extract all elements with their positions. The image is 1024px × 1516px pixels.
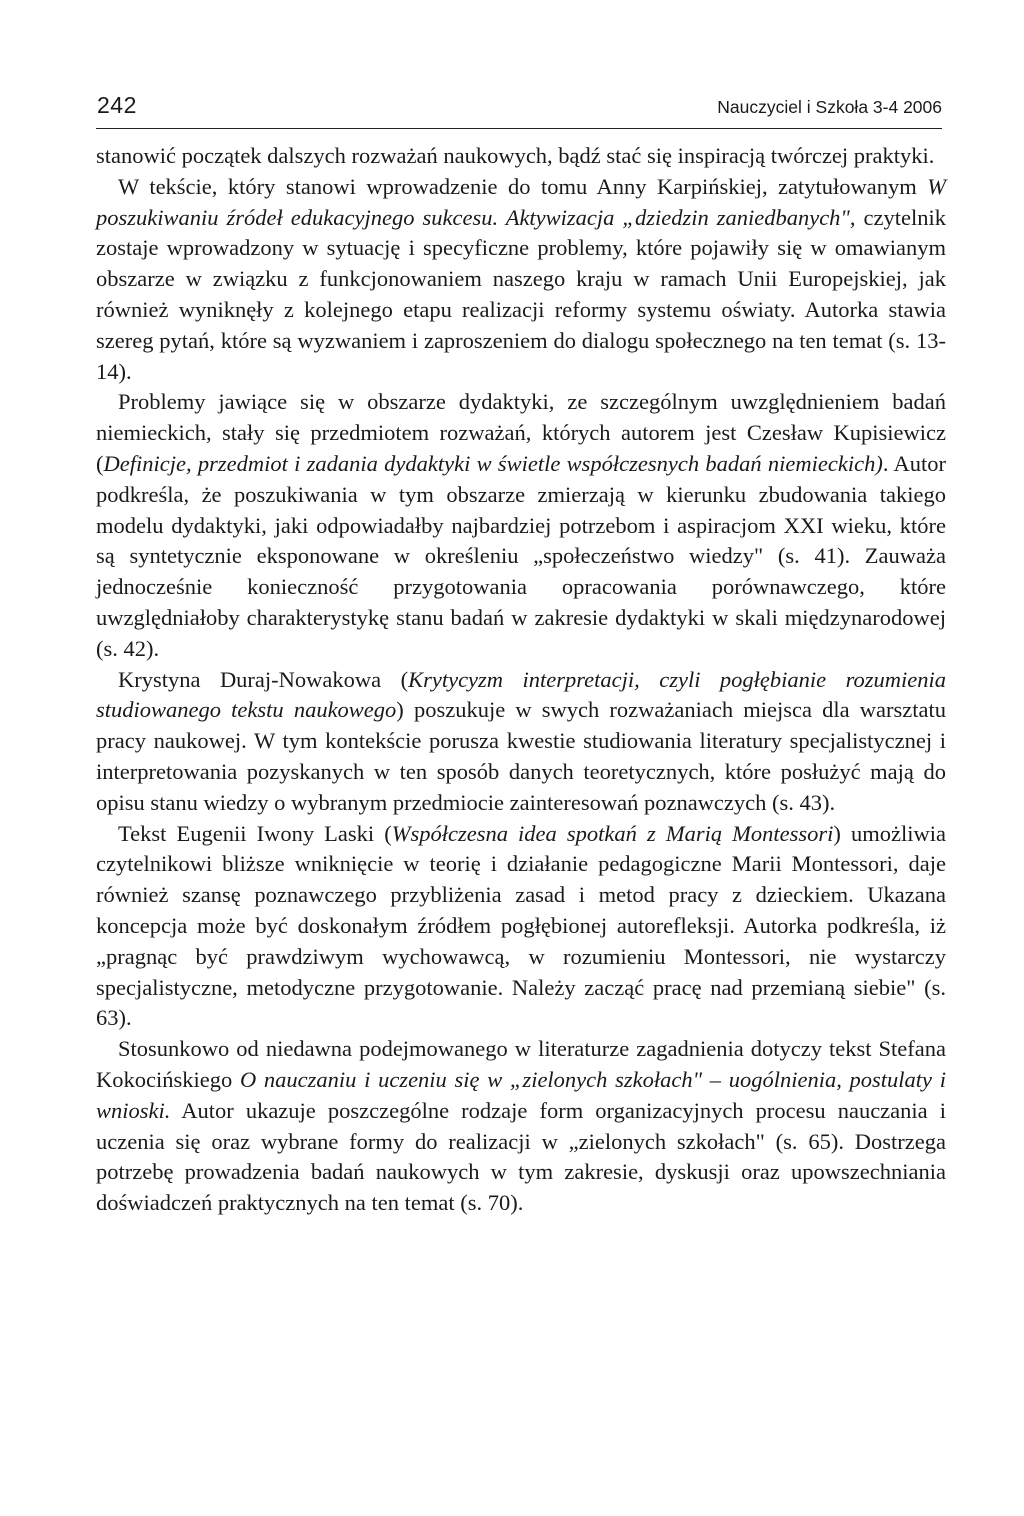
- page-header: [96, 92, 942, 129]
- journal-title: Nauczyciel i Szkoła 3-4 2006: [717, 97, 942, 117]
- text-run: Problemy jawiące się w obszarze dydaktyki, ze szczególnym uwzględnieniem badań niemieckich, stały się przedmiotem rozważań, których autorem jest Czesław Kupisiewicz (: [96, 389, 946, 476]
- paragraph: [96, 665, 946, 819]
- italic-title-run: Krytycyzm interpretacji, czyli pogłębianie rozumienia studiowanego tekstu naukowego: [96, 666, 946, 723]
- text-run: Stosunkowo od niedawna podejmowanego w literaturze zagadnienia dotyczy tekst Stefana Kokocińskiego: [96, 1036, 946, 1092]
- text-run: Autor ukazuje poszczególne rodzaje form organizacyjnych procesu nauczania i uczenia się oraz wybrane formy do realizacji w „zielonych szkołach" (s. 65). Dostrzega potrzebę prowadzenia badań naukowych w tym zakresie, dyskusji oraz upowszechniania doświadczeń praktycznych na ten temat (s. 70).: [96, 1097, 946, 1216]
- text-run: Krystyna Duraj-Nowakowa (: [118, 666, 409, 692]
- paragraph: [96, 819, 946, 1035]
- italic-title-run: W poszukiwaniu źródeł edukacyjnego sukcesu. Aktywizacja „dziedzin zaniedbanych": [96, 173, 946, 230]
- text-run: . Autor podkreśla, że poszukiwania w tym obszarze zmierzają w kierunku zbudowania takiego modelu dydaktyki, jaki odpowiadałby najbardziej potrzebom i aspiracjom XXI wieku, które są syntetycznie eksponowane w określeniu „społeczeństwo wiedzy" (s. 41). Zauważa jednocześnie konieczność przygotowania opracowania porównawczego, które uwzględniałoby charakterystykę stanu badań w zakresie dydaktyki w skali międzynarodowej (s. 42).: [96, 450, 946, 661]
- text-run: W tekście, który stanowi wprowadzenie do tomu Anny Karpińskiej, zatytułowanym: [118, 173, 928, 199]
- body-text: [96, 141, 946, 1219]
- paragraph: [96, 172, 946, 388]
- italic-title-run: O nauczaniu i uczeniu się w „zielonych szkołach" – uogólnienia, postulaty i wnioski.: [96, 1066, 946, 1123]
- text-run: ) umożliwia czytelnikowi bliższe wniknięcie w teorię i działanie pedagogiczne Marii Montessori, daje również szansę poznawczego przybliżenia zasad i metod pracy z dzieckiem. Ukazana koncepcja może być doskonałym źródłem pogłębionej autorefleksji. Autorka podkreśla, iż „pragnąc być prawdziwym wychowawcą, w rozumieniu Montessori, nie wystarczy specjalistyczne, metodyczne przygotowanie. Należy zacząć pracę nad przemianą siebie" (s. 63).: [96, 820, 946, 1031]
- text-run: stanowić początek dalszych rozważań naukowych, bądź stać się inspiracją twórczej praktyki.: [96, 143, 935, 168]
- italic-title-run: Współczesna idea spotkań z Marią Montessori: [391, 820, 834, 846]
- paragraph: [96, 1034, 946, 1219]
- italic-title-run: Definicje, przedmiot i zadania dydaktyki w świetle współczesnych badań niemieckich): [103, 450, 883, 476]
- text-run: , czytelnik zostaje wprowadzony w sytuację i specyficzne problemy, które pojawiły się w omawianym obszarze w związku z funkcjonowaniem naszego kraju w ramach Unii Europejskiej, jak również wyniknęły z kolejnego etapu realizacji reformy systemu oświaty. Autorka stawia szereg pytań, które są wyzwaniem i zaproszeniem do dialogu społecznego na ten temat (s. 13-14).: [96, 204, 946, 384]
- text-run: Tekst Eugenii Iwony Laski (: [118, 820, 392, 846]
- page-number: 242: [97, 92, 137, 118]
- paragraph: [96, 387, 946, 664]
- text-run: ) poszukuje w swych rozważaniach miejsca dla warsztatu pracy naukowej. W tym kontekście porusza kwestie studiowania literatury specjalistycznej i interpretowania pozyskanych w ten sposób danych teoretycznych, które posłużyć mają do opisu stanu wiedzy o wybranym przedmiocie zainteresowań poznawczych (s. 43).: [96, 697, 946, 815]
- paragraph: [96, 141, 946, 172]
